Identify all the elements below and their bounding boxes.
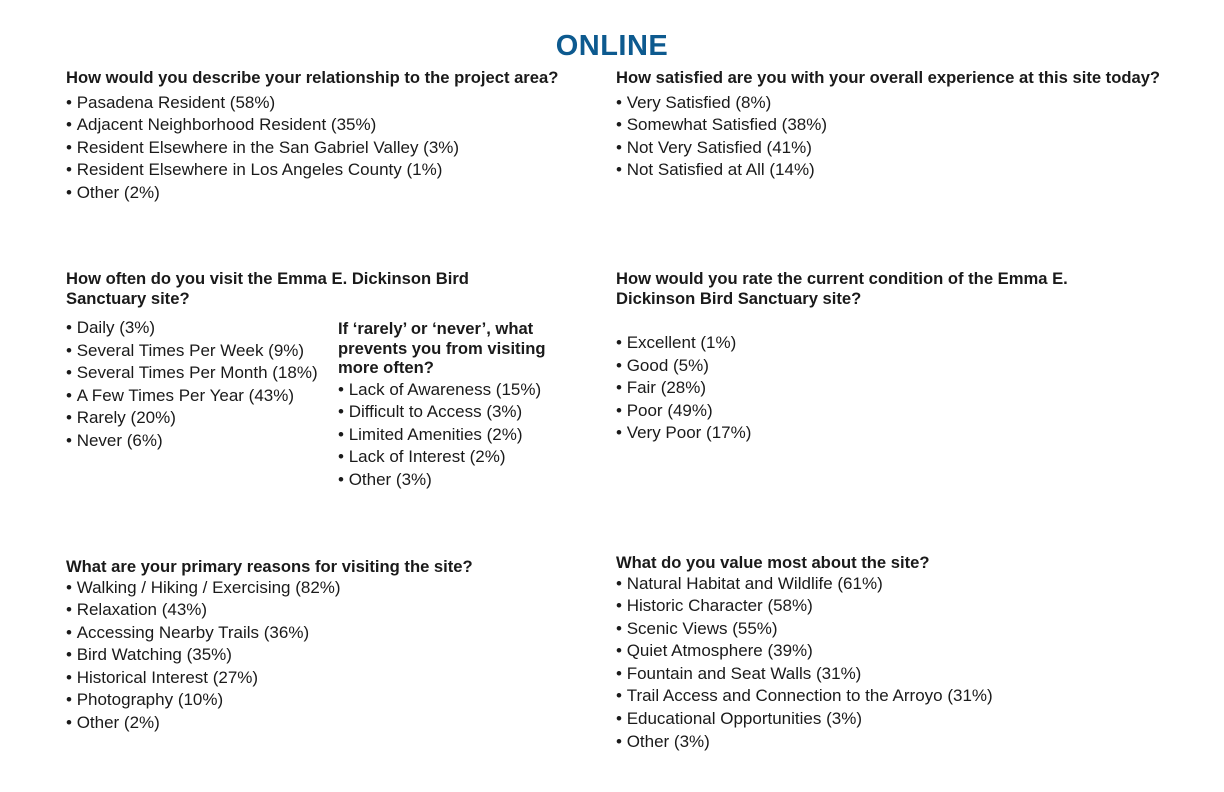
answer-list-visit-frequency — [66, 317, 336, 453]
answer-item: • Poor (49%) — [616, 400, 1116, 423]
answer-item: • Scenic Views (55%) — [616, 618, 1206, 641]
answer-list — [66, 577, 606, 735]
answer-item: • Photography (10%) — [66, 689, 606, 712]
answer-list — [66, 317, 336, 453]
question-text: How often do you visit the Emma E. Dickinson Bird Sanctuary site? — [66, 269, 469, 308]
answer-item: • Good (5%) — [616, 355, 1116, 378]
answer-item: • Fountain and Seat Walls (31%) — [616, 663, 1206, 686]
answer-list — [616, 573, 1206, 754]
question-visit-frequency — [66, 269, 506, 308]
answer-item: • Accessing Nearby Trails (36%) — [66, 622, 606, 645]
answer-item: • Limited Amenities (2%) — [338, 424, 578, 447]
question-text: How satisfied are you with your overall experience at this site today? — [616, 68, 1161, 87]
question-text: How would you rate the current condition of the Emma E. Dickinson Bird Sanctuary site? — [616, 269, 1068, 308]
answer-item: • Difficult to Access (3%) — [338, 401, 578, 424]
question-relationship — [66, 68, 606, 204]
answer-item: • Rarely (20%) — [66, 407, 336, 430]
answer-item: • Historical Interest (27%) — [66, 667, 606, 690]
answer-item: • Several Times Per Week (9%) — [66, 340, 336, 363]
answer-item: • Lack of Awareness (15%) — [338, 379, 578, 402]
answer-item: • Somewhat Satisfied (38%) — [616, 114, 1206, 137]
answer-item: • Fair (28%) — [616, 377, 1116, 400]
answer-item: • Quiet Atmosphere (39%) — [616, 640, 1206, 663]
answer-item: • Relaxation (43%) — [66, 599, 606, 622]
answer-item: • Trail Access and Connection to the Arroyo (31%) — [616, 685, 1206, 708]
question-text: What are your primary reasons for visiting the site? — [66, 557, 473, 576]
answer-item: • Other (3%) — [338, 469, 578, 492]
answer-item: • Other (2%) — [66, 712, 606, 735]
question-text: If ‘rarely’ or ‘never’, what prevents you from visiting more often? — [338, 319, 546, 377]
answer-item: • Daily (3%) — [66, 317, 336, 340]
question-satisfaction — [616, 68, 1206, 182]
answer-item: • Historic Character (58%) — [616, 595, 1206, 618]
answer-item: • Adjacent Neighborhood Resident (35%) — [66, 114, 606, 137]
answer-list — [616, 92, 1206, 182]
answer-item: • Not Satisfied at All (14%) — [616, 159, 1206, 182]
answer-list — [338, 379, 578, 492]
question-text: How would you describe your relationship to the project area? — [66, 68, 559, 87]
answer-item: • Pasadena Resident (58%) — [66, 92, 606, 115]
question-barriers — [338, 319, 578, 491]
answer-item: • Lack of Interest (2%) — [338, 446, 578, 469]
answer-list — [66, 92, 606, 205]
answer-item: • Very Satisfied (8%) — [616, 92, 1206, 115]
question-visit-reasons — [66, 557, 606, 735]
answer-item: • Very Poor (17%) — [616, 422, 1116, 445]
answer-item: • Natural Habitat and Wildlife (61%) — [616, 573, 1206, 596]
answer-item: • Resident Elsewhere in Los Angeles County (1%) — [66, 159, 606, 182]
answer-item: • Resident Elsewhere in the San Gabriel Valley (3%) — [66, 137, 606, 160]
answer-item: • Other (2%) — [66, 182, 606, 205]
answer-item: • Bird Watching (35%) — [66, 644, 606, 667]
page-title: ONLINE — [555, 30, 669, 62]
answer-list — [616, 332, 1116, 445]
question-site-values — [616, 553, 1206, 753]
answer-item: • Several Times Per Month (18%) — [66, 362, 336, 385]
question-text: What do you value most about the site? — [616, 553, 930, 572]
answer-item: • Excellent (1%) — [616, 332, 1116, 355]
answer-item: • Not Very Satisfied (41%) — [616, 137, 1206, 160]
answer-item: • Other (3%) — [616, 731, 1206, 754]
answer-item: • Walking / Hiking / Exercising (82%) — [66, 577, 606, 600]
question-condition — [616, 269, 1116, 445]
answer-item: • Never (6%) — [66, 430, 336, 453]
answer-item: • A Few Times Per Year (43%) — [66, 385, 336, 408]
answer-item: • Educational Opportunities (3%) — [616, 708, 1206, 731]
